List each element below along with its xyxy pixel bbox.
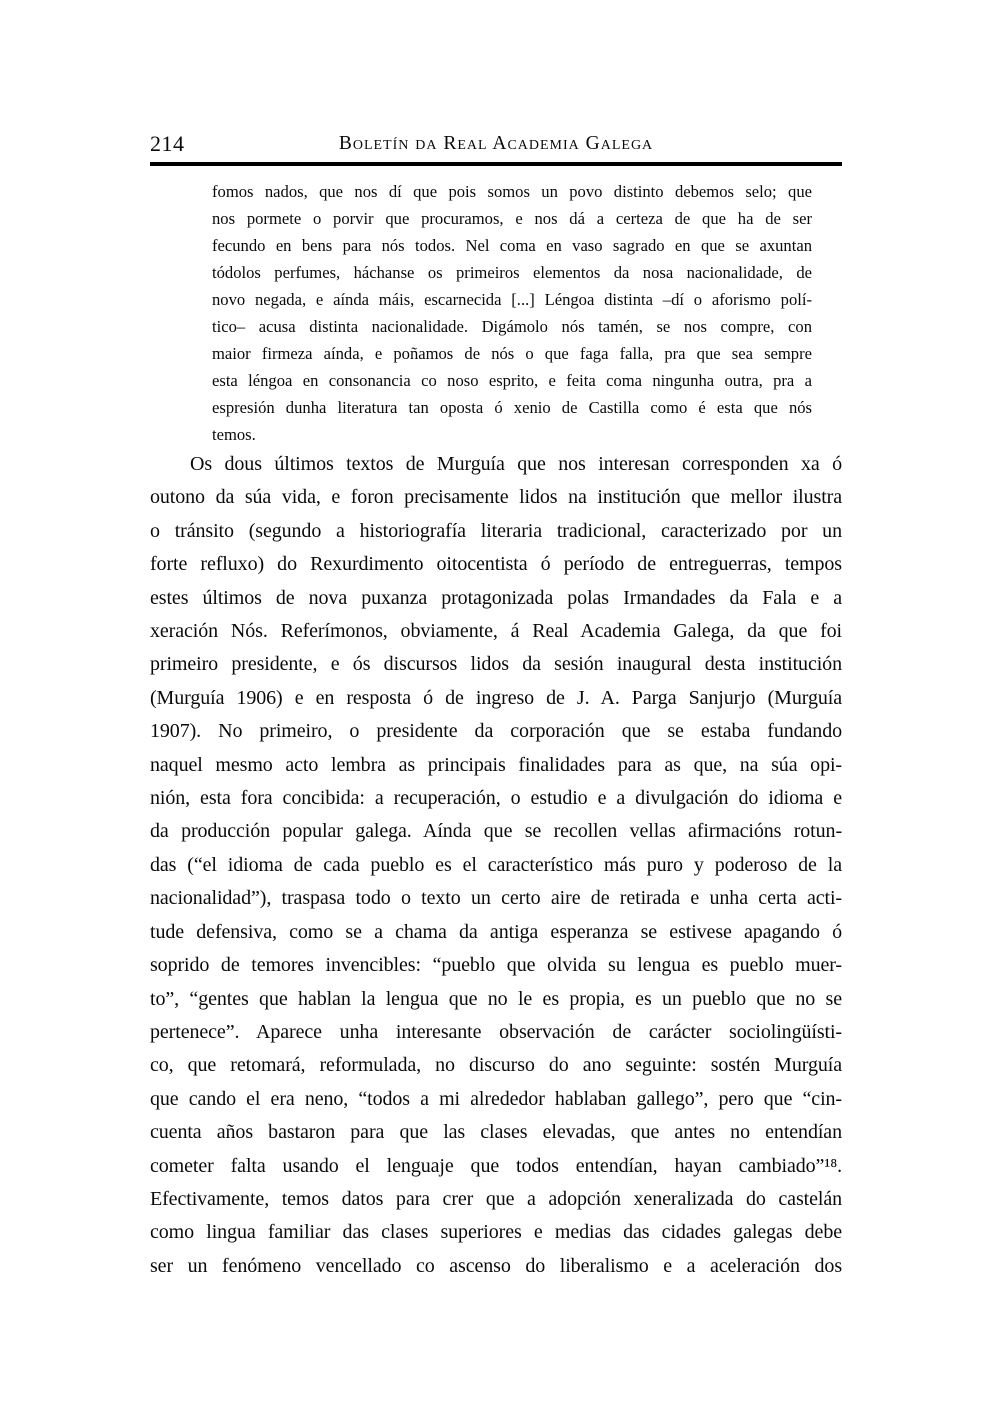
body-line: tude defensiva, como se a chama da antiga esperanza se estivese apagando ó bbox=[150, 920, 842, 943]
body-line: cometer falta usando el lenguaje que todos entendían, hayan cambiado”¹⁸. bbox=[150, 1154, 842, 1177]
quote-line: temos. bbox=[212, 425, 256, 444]
quote-line: nos pormete o porvir que procuramos, e nos dá a certeza de que ha de ser bbox=[212, 209, 812, 228]
body-line: co, que retomará, reformulada, no discurso do ano seguinte: sostén Murguía bbox=[150, 1054, 842, 1077]
body-line: pertenece”. Aparece unha interesante observación de carácter sociolingüísti- bbox=[150, 1020, 842, 1043]
quote-line: espresión dunha literatura tan oposta ó xenio de Castilla como é esta que nós bbox=[212, 398, 812, 417]
quote-line: tico– acusa distinta nacionalidade. Digámolo nós tamén, se nos compre, con bbox=[212, 317, 812, 336]
body-line: que cando el era neno, “todos a mi alrededor hablaban gallego”, pero que “cin- bbox=[150, 1087, 842, 1110]
journal-title: Boletín da Real Academia Galega bbox=[338, 133, 654, 154]
quote-line: fecundo en bens para nós todos. Nel coma en vaso sagrado en que se axuntan bbox=[212, 236, 812, 255]
body-line: estes últimos de nova puxanza protagonizada polas Irmandades da Fala e a bbox=[150, 586, 842, 609]
running-header bbox=[150, 131, 842, 158]
body-line: nacionalidad”), traspasa todo o texto un certo aire de retirada e unha certa acti- bbox=[150, 887, 842, 910]
body-line: naquel mesmo acto lembra as principais finalidades para as que, na súa opi- bbox=[150, 753, 842, 776]
body-line: nión, esta fora concibida: a recuperación, o estudio e a divulgación do idioma e bbox=[150, 787, 842, 810]
body-line: soprido de temores invencibles: “pueblo que olvida su lengua es pueblo muer- bbox=[150, 954, 842, 977]
quote-line: esta léngoa en consonancia co noso esprito, e feita coma ningunha outra, pra a bbox=[212, 371, 812, 390]
body-paragraph bbox=[150, 448, 842, 1283]
body-line: xeración Nós. Referímonos, obviamente, á Real Academia Galega, da que foi bbox=[150, 620, 842, 643]
body-line: Efectivamente, temos datos para crer que a adopción xeneralizada do castelán bbox=[150, 1187, 842, 1210]
body-line: forte refluxo) do Rexurdimento oitocentista ó período de entreguerras, tempos bbox=[150, 553, 842, 576]
body-line: das (“el idioma de cada pueblo es el característico más puro y poderoso de la bbox=[150, 853, 842, 876]
body-line: da producción popular galega. Aínda que se recollen vellas afirmacións rotun- bbox=[150, 820, 842, 843]
body-line: ser un fenómeno vencellado co ascenso do liberalismo e a aceleración dos bbox=[150, 1254, 842, 1277]
body-line: como lingua familiar das clases superiores e medias das cidades galegas debe bbox=[150, 1221, 842, 1244]
quote-line: novo negada, e aínda máis, escarnecida [...] Léngoa distinta –dí o aforismo polí- bbox=[212, 290, 812, 309]
quote-line: fomos nados, que nos dí que pois somos un povo distinto debemos selo; que bbox=[212, 182, 812, 201]
body-line: cuenta años bastaron para que las clases elevadas, que antes no entendían bbox=[150, 1121, 842, 1144]
header-rule bbox=[150, 162, 842, 166]
body-line: Os dous últimos textos de Murguía que nos interesan corresponden xa ó bbox=[190, 453, 842, 475]
body-line: o tránsito (segundo a historiografía literaria tradicional, caracterizado por un bbox=[150, 519, 842, 542]
body-line: to”, “gentes que hablan la lengua que no le es propia, es un pueblo que no se bbox=[150, 987, 842, 1010]
block-quote bbox=[212, 178, 812, 448]
page-number: 214 bbox=[150, 131, 185, 156]
body-line: outono da súa vida, e foron precisamente lidos na institución que mellor ilustra bbox=[150, 486, 842, 509]
body-line: primeiro presidente, e ós discursos lidos da sesión inaugural desta institución bbox=[150, 653, 842, 676]
body-line: (Murguía 1906) e en resposta ó de ingreso de J. A. Parga Sanjurjo (Murguía bbox=[150, 686, 842, 709]
quote-line: tódolos perfumes, háchanse os primeiros elementos da nosa nacionalidade, de bbox=[212, 263, 812, 282]
body-line: 1907). No primeiro, o presidente da corporación que se estaba fundando bbox=[150, 720, 842, 743]
quote-line: maior firmeza aínda, e poñamos de nós o que faga falla, pra que sea sempre bbox=[212, 344, 812, 363]
